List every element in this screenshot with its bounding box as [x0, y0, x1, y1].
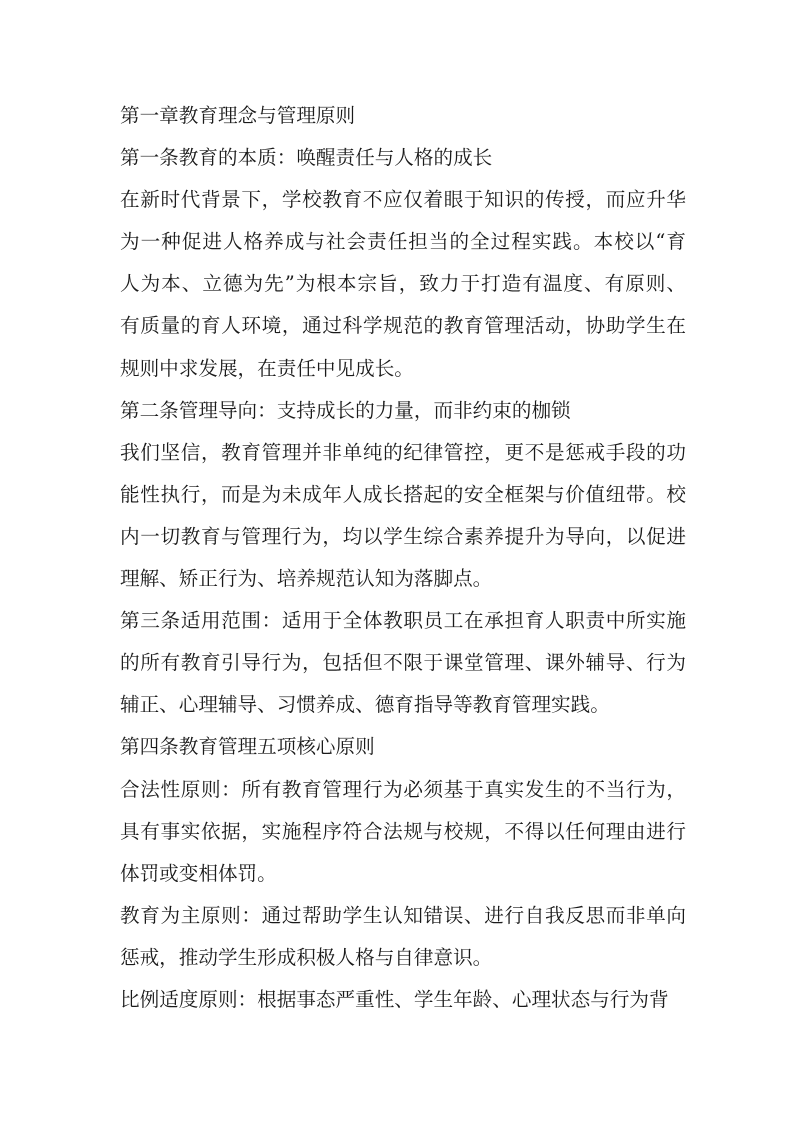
text-line: 合法性原则：所有教育管理行为必须基于真实发生的不当行为，: [120, 777, 686, 801]
text-line: 第一条教育的本质：唤醒责任与人格的成长: [120, 146, 493, 170]
text-line: 内一切教育与管理行为，均以学生综合素养提升为导向，以促进: [120, 524, 686, 548]
text-line: 我们坚信，教育管理并非单纯的纪律管控，更不是惩戒手段的功: [120, 440, 686, 464]
text-line: 比例适度原则：根据事态严重性、学生年龄、心理状态与行为背: [120, 987, 669, 1011]
paragraph: [120, 179, 686, 389]
text-line: 惩戒，推动学生形成积极人格与自律意识。: [120, 945, 493, 969]
paragraph: [120, 432, 686, 600]
text-line: 第三条适用范围：适用于全体教职员工在承担育人职责中所实施: [120, 609, 686, 633]
paragraph: [120, 895, 686, 979]
paragraph: [120, 390, 686, 432]
text-line: 的所有教育引导行为，包括但不限于课堂管理、课外辅导、行为: [120, 651, 686, 675]
chapter-title: 第一章教育理念与管理原则: [120, 104, 356, 127]
text-line: 教育为主原则：通过帮助学生认知错误、进行自我反思而非单向: [120, 903, 686, 927]
text-line: 第二条管理导向：支持成长的力量，而非约束的枷锁: [120, 398, 571, 422]
paragraph: [120, 137, 686, 179]
text-line: 有质量的育人环境，通过科学规范的教育管理活动，协助学生在: [120, 314, 686, 338]
text-line: 为一种促进人格养成与社会责任担当的全过程实践。本校以“育: [120, 230, 686, 254]
document-page: [120, 95, 686, 1021]
paragraph: [120, 769, 686, 895]
text-line: 在新时代背景下，学校教育不应仅着眼于知识的传授，而应升华: [120, 188, 686, 212]
text-line: 规则中求发展，在责任中见成长。: [120, 356, 414, 380]
document-body: [120, 137, 686, 1021]
text-line: 辅正、心理辅导、习惯养成、德育指导等教育管理实践。: [120, 693, 610, 717]
text-line: 能性执行，而是为未成年人成长搭起的安全框架与价值纽带。校: [120, 482, 686, 506]
text-line: 理解、矫正行为、培养规范认知为落脚点。: [120, 567, 493, 591]
text-line: 人为本、立德为先”为根本宗旨，致力于打造有温度、有原则、: [120, 272, 686, 296]
paragraph: [120, 726, 686, 768]
paragraph: [120, 979, 686, 1021]
text-line: 具有事实依据，实施程序符合法规与校规，不得以任何理由进行: [120, 819, 686, 843]
paragraph: [120, 600, 686, 726]
text-line: 第四条教育管理五项核心原则: [120, 735, 375, 759]
text-line: 体罚或变相体罚。: [120, 861, 277, 885]
